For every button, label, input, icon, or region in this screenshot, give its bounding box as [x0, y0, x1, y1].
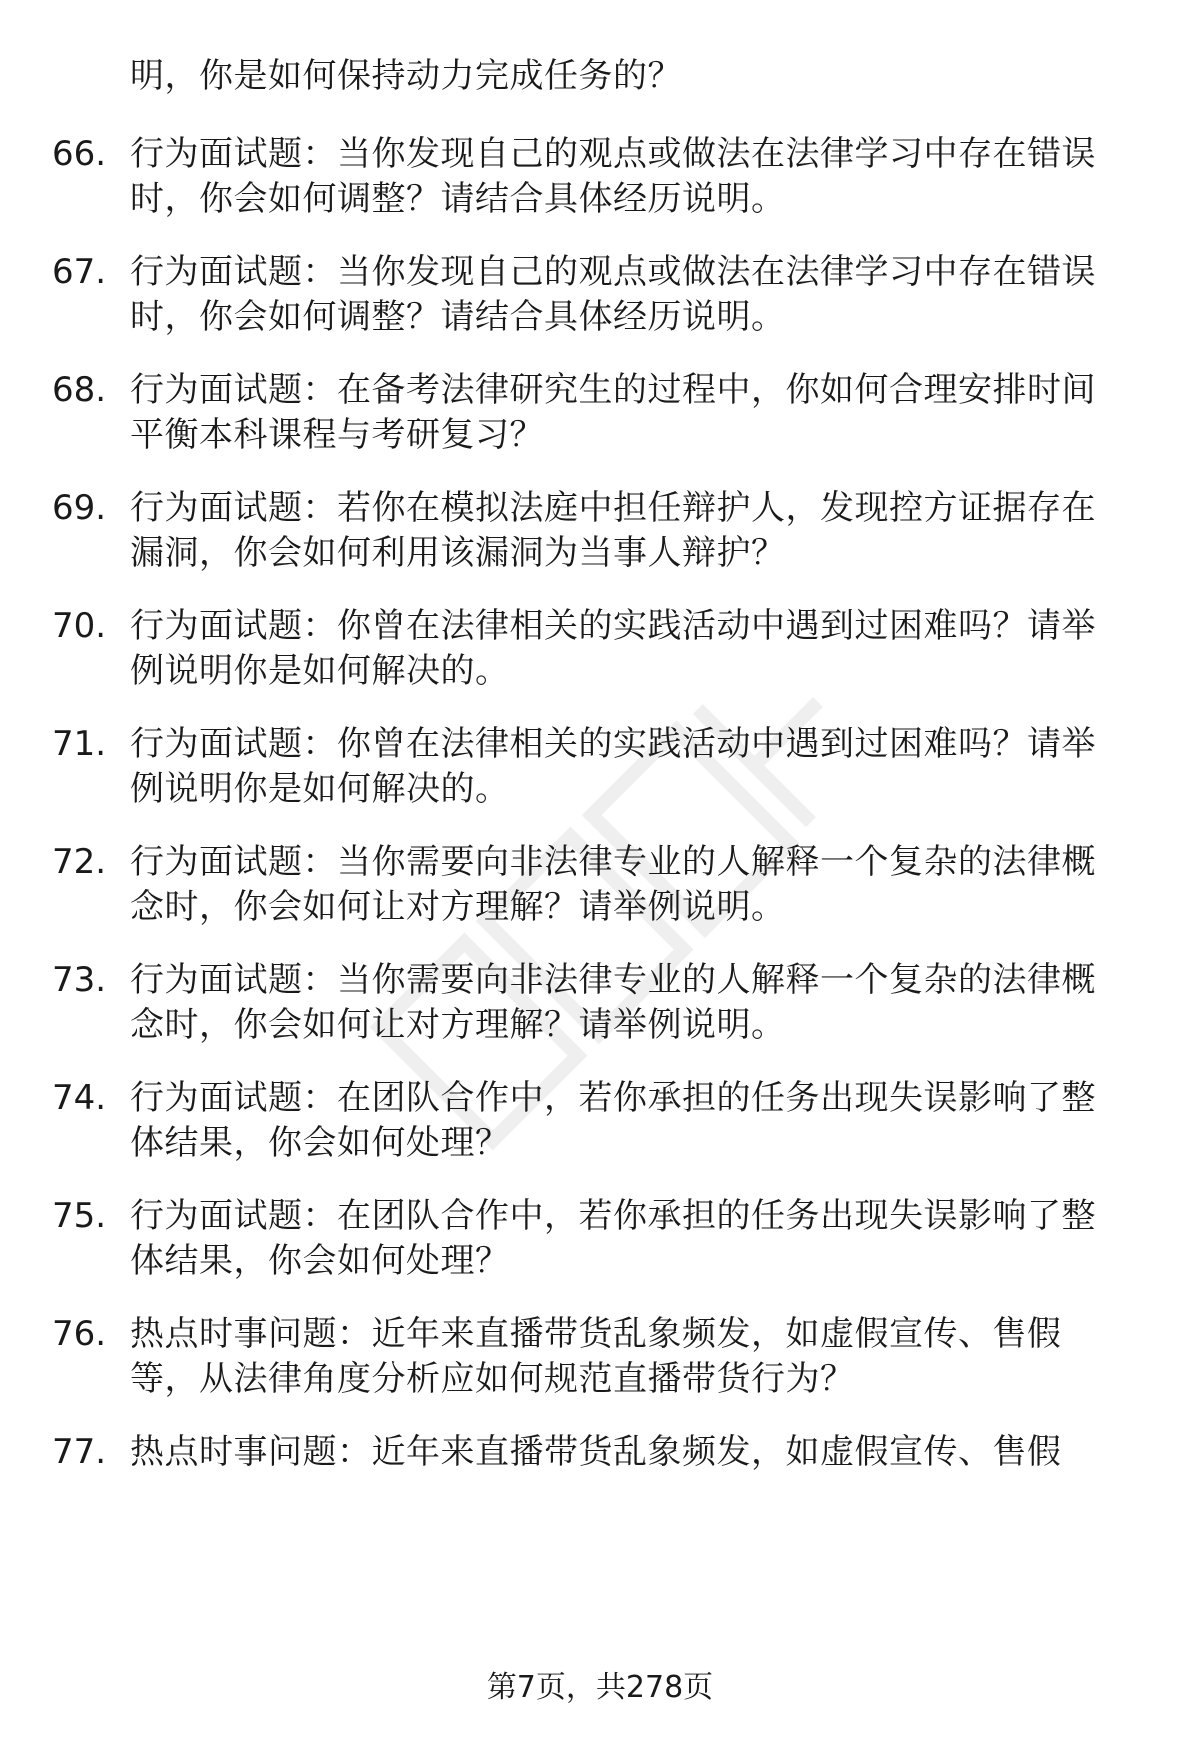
item-number: 72. [52, 842, 107, 882]
item-line: 体结果，你会如何处理？ [130, 1241, 510, 1281]
item-number: 76. [52, 1314, 107, 1354]
item-number: 73. [52, 960, 107, 1000]
item-line: 行为面试题：当你发现自己的观点或做法在法律学习中存在错误 [130, 134, 1096, 174]
item-line: 时，你会如何调整？请结合具体经历说明。 [130, 297, 786, 337]
item-line: 平衡本科课程与考研复习？ [130, 415, 544, 455]
item-number: 77. [52, 1432, 107, 1472]
item-line: 行为面试题：在团队合作中，若你承担的任务出现失误影响了整 [130, 1196, 1096, 1236]
page-number-footer: 第7页，共278页 [486, 1670, 714, 1705]
item-line: 漏洞，你会如何利用该漏洞为当事人辩护？ [130, 533, 786, 573]
item-number: 69. [52, 488, 107, 528]
item-line: 热点时事问题：近年来直播带货乱象频发，如虚假宣传、售假 [130, 1314, 1062, 1354]
item-number: 74. [52, 1078, 107, 1118]
item-line: 例说明你是如何解决的。 [130, 769, 510, 809]
item-line: 念时，你会如何让对方理解？请举例说明。 [130, 1005, 786, 1045]
item-line: 等，从法律角度分析应如何规范直播带货行为？ [130, 1359, 855, 1399]
item-line: 念时，你会如何让对方理解？请举例说明。 [130, 887, 786, 927]
item-number: 68. [52, 370, 107, 410]
item-line: 行为面试题：你曾在法律相关的实践活动中遇到过困难吗？请举 [130, 606, 1096, 646]
item-line: 行为面试题：在备考法律研究生的过程中，你如何合理安排时间 [130, 370, 1096, 410]
continuation-text: 明，你是如何保持动力完成任务的？ [130, 56, 682, 96]
item-line: 行为面试题：当你需要向非法律专业的人解释一个复杂的法律概 [130, 842, 1096, 882]
item-line: 体结果，你会如何处理？ [130, 1123, 510, 1163]
item-line: 行为面试题：当你需要向非法律专业的人解释一个复杂的法律概 [130, 960, 1096, 1000]
item-number: 67. [52, 252, 107, 292]
item-number: 75. [52, 1196, 107, 1236]
item-number: 71. [52, 724, 107, 764]
item-line: 时，你会如何调整？请结合具体经历说明。 [130, 179, 786, 219]
item-line: 行为面试题：在团队合作中，若你承担的任务出现失误影响了整 [130, 1078, 1096, 1118]
item-line: 行为面试题：若你在模拟法庭中担任辩护人，发现控方证据存在 [130, 488, 1096, 528]
item-line: 行为面试题：当你发现自己的观点或做法在法律学习中存在错误 [130, 252, 1096, 292]
item-number: 66. [52, 134, 107, 174]
item-line: 行为面试题：你曾在法律相关的实践活动中遇到过困难吗？请举 [130, 724, 1096, 764]
item-number: 70. [52, 606, 107, 646]
item-line: 例说明你是如何解决的。 [130, 651, 510, 691]
item-line: 热点时事问题：近年来直播带货乱象频发，如虚假宣传、售假 [130, 1432, 1062, 1472]
